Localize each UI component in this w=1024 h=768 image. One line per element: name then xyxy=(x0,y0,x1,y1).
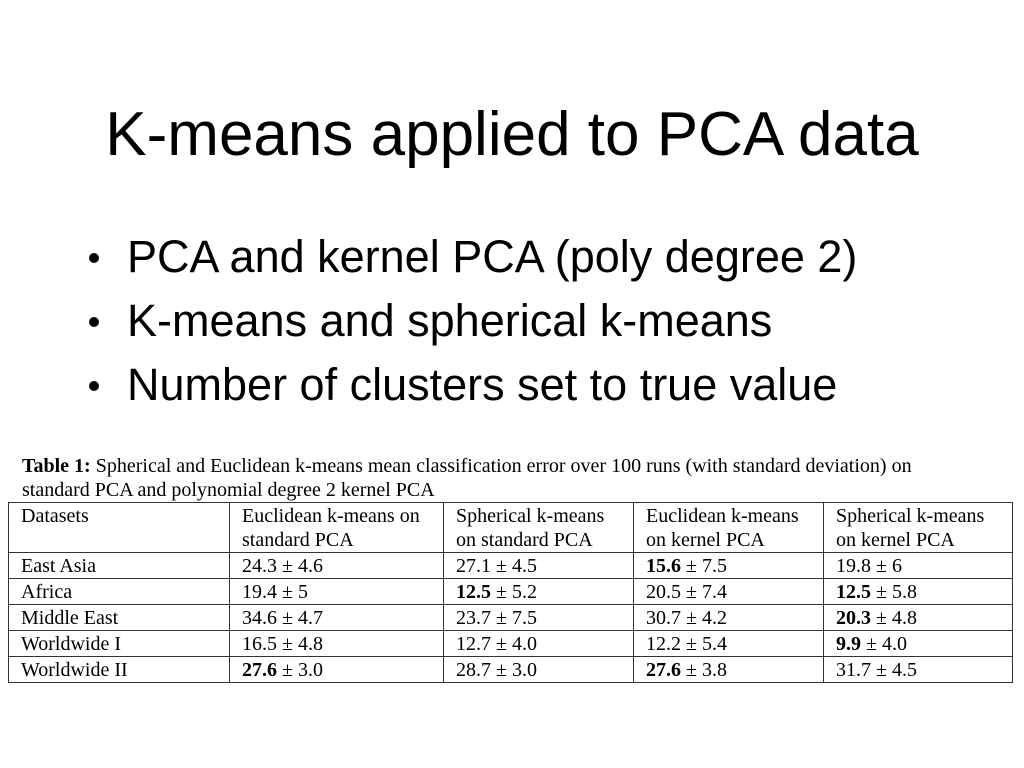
std-dev-value: ± 4.0 xyxy=(496,633,537,655)
bullet-item xyxy=(0,353,1000,417)
table-row xyxy=(9,631,1013,657)
result-cell xyxy=(444,631,634,657)
mean-value: 27.1 xyxy=(456,555,491,577)
mean-value: 24.3 xyxy=(242,555,277,577)
result-cell xyxy=(824,579,1013,605)
result-cell xyxy=(230,579,444,605)
best-mean-value: 20.3 xyxy=(836,607,871,629)
table-row xyxy=(9,657,1013,683)
result-cell xyxy=(824,657,1013,683)
dataset-cell: Middle East xyxy=(9,605,230,631)
mean-value: 20.5 xyxy=(646,581,681,603)
mean-value: 16.5 xyxy=(242,633,277,655)
best-mean-value: 12.5 xyxy=(836,581,871,603)
best-mean-value: 12.5 xyxy=(456,581,491,603)
dataset-cell: Africa xyxy=(9,579,230,605)
bullet-item xyxy=(0,225,1000,289)
result-cell xyxy=(824,631,1013,657)
result-cell xyxy=(444,553,634,579)
std-dev-value: ± 6 xyxy=(876,555,902,577)
column-header: Euclidean k-means on standard PCA xyxy=(230,503,444,553)
table-row xyxy=(9,605,1013,631)
std-dev-value: ± 3.0 xyxy=(496,659,537,681)
bullet-item xyxy=(0,289,1000,353)
std-dev-value: ± 4.7 xyxy=(282,607,323,629)
bullet-text: Number of clusters set to true value xyxy=(127,359,838,410)
column-header: Spherical k-means on kernel PCA xyxy=(824,503,1013,553)
table-head xyxy=(9,503,1013,553)
result-cell xyxy=(444,605,634,631)
std-dev-value: ± 4.5 xyxy=(876,659,917,681)
result-cell xyxy=(444,579,634,605)
mean-value: 19.4 xyxy=(242,581,277,603)
std-dev-value: ± 7.4 xyxy=(686,581,727,603)
bullet-icon xyxy=(89,381,99,391)
table-row xyxy=(9,553,1013,579)
table-row xyxy=(9,579,1013,605)
dataset-cell: Worldwide II xyxy=(9,657,230,683)
result-cell xyxy=(634,579,824,605)
result-cell xyxy=(824,605,1013,631)
std-dev-value: ± 5.4 xyxy=(686,633,727,655)
column-header: Euclidean k-means on kernel PCA xyxy=(634,503,824,553)
result-cell xyxy=(634,657,824,683)
bullet-icon xyxy=(89,317,99,327)
result-cell xyxy=(634,605,824,631)
column-header: Spherical k-means on standard PCA xyxy=(444,503,634,553)
std-dev-value: ± 7.5 xyxy=(686,555,727,577)
mean-value: 12.7 xyxy=(456,633,491,655)
dataset-cell: Worldwide I xyxy=(9,631,230,657)
result-cell xyxy=(444,657,634,683)
mean-value: 23.7 xyxy=(456,607,491,629)
result-cell xyxy=(230,553,444,579)
bullet-text: PCA and kernel PCA (poly degree 2) xyxy=(127,231,858,282)
mean-value: 34.6 xyxy=(242,607,277,629)
best-mean-value: 27.6 xyxy=(242,659,277,681)
result-cell xyxy=(230,657,444,683)
mean-value: 19.8 xyxy=(836,555,871,577)
table-header-row xyxy=(9,503,1013,553)
results-table xyxy=(8,502,1013,683)
bullet-icon xyxy=(89,253,99,263)
std-dev-value: ± 4.6 xyxy=(282,555,323,577)
std-dev-value: ± 7.5 xyxy=(496,607,537,629)
slide-title: K-means applied to PCA data xyxy=(105,100,919,169)
table-caption xyxy=(22,454,952,502)
std-dev-value: ± 4.8 xyxy=(876,607,917,629)
std-dev-value: ± 3.8 xyxy=(686,659,727,681)
std-dev-value: ± 5.2 xyxy=(496,581,537,603)
result-cell xyxy=(634,631,824,657)
mean-value: 12.2 xyxy=(646,633,681,655)
std-dev-value: ± 5.8 xyxy=(876,581,917,603)
std-dev-value: ± 4.0 xyxy=(866,633,907,655)
mean-value: 31.7 xyxy=(836,659,871,681)
best-mean-value: 15.6 xyxy=(646,555,681,577)
std-dev-value: ± 4.8 xyxy=(282,633,323,655)
dataset-cell: East Asia xyxy=(9,553,230,579)
std-dev-value: ± 4.5 xyxy=(496,555,537,577)
std-dev-value: ± 4.2 xyxy=(686,607,727,629)
column-header-datasets: Datasets xyxy=(9,503,230,553)
table-caption-text: Spherical and Euclidean k-means mean classification error over 100 runs (with standard deviation) on standard PCA and polynomial degree 2 kernel PCA xyxy=(22,455,912,501)
result-cell xyxy=(634,553,824,579)
std-dev-value: ± 3.0 xyxy=(282,659,323,681)
table-body xyxy=(9,553,1013,683)
mean-value: 30.7 xyxy=(646,607,681,629)
result-cell xyxy=(824,553,1013,579)
std-dev-value: ± 5 xyxy=(282,581,308,603)
bullet-text: K-means and spherical k-means xyxy=(127,295,773,346)
bullet-list xyxy=(0,225,1000,417)
best-mean-value: 9.9 xyxy=(836,633,861,655)
mean-value: 28.7 xyxy=(456,659,491,681)
result-cell xyxy=(230,605,444,631)
best-mean-value: 27.6 xyxy=(646,659,681,681)
result-cell xyxy=(230,631,444,657)
table-caption-label: Table 1: xyxy=(22,455,91,477)
